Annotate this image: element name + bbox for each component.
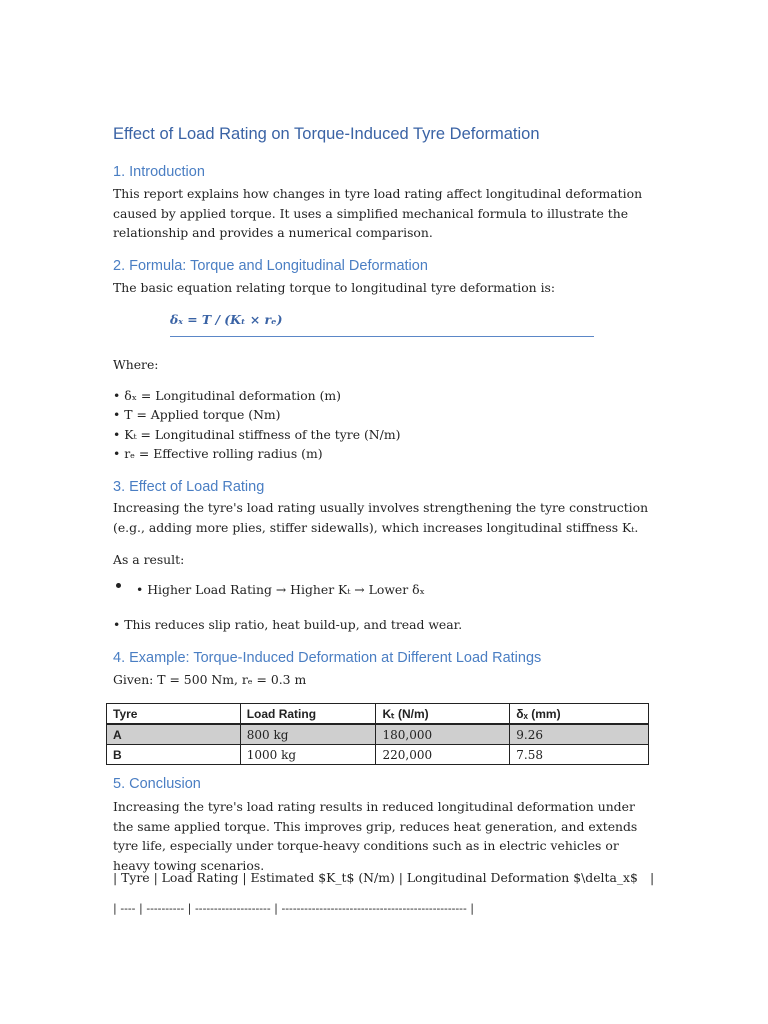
formula-equation: δₓ = T / (Kₜ × rₑ) bbox=[170, 312, 594, 337]
load-rating-paragraph: Increasing the tyre's load rating usually involves strengthening the tyre construction (e.g., adding more plies, stiffer sidewalls), which increases longitudinal stiffness Kₜ. bbox=[113, 500, 649, 535]
list-item: • δₓ = Longitudinal deformation (m) bbox=[113, 388, 342, 403]
section-heading-formula: 2. Formula: Torque and Longitudinal Deformation bbox=[113, 258, 428, 274]
result-item: • Higher Load Rating → Higher Kₜ → Lower δₓ bbox=[136, 582, 425, 597]
markdown-separator-line: | ---- | ---------- | -------------------- | ------------------------------------------------- | bbox=[113, 902, 475, 915]
conclusion-paragraph: Increasing the tyre's load rating results in reduced longitudinal deformation under the same applied torque. This improves grip, reduces heat generation, and extends tyre life, especially under torque-heavy conditions such as in electric vehicles or heavy towing scenarios. bbox=[113, 799, 638, 873]
table-cell: 7.58 bbox=[510, 745, 649, 765]
table-header-cell: Tyre bbox=[107, 704, 241, 725]
result-extra-line: • This reduces slip ratio, heat build-up, and tread wear. bbox=[113, 617, 463, 632]
table-cell: 1000 kg bbox=[240, 745, 376, 765]
list-item: • rₑ = Effective rolling radius (m) bbox=[113, 445, 323, 461]
section-heading-conclusion: 5. Conclusion bbox=[113, 776, 201, 792]
table-row bbox=[107, 745, 649, 765]
table-cell: 180,000 bbox=[376, 724, 510, 745]
bullet-icon bbox=[116, 583, 121, 588]
table-cell: 9.26 bbox=[510, 724, 649, 745]
table-row bbox=[107, 724, 649, 745]
table-header-cell: δₓ (mm) bbox=[510, 704, 649, 725]
where-label: Where: bbox=[113, 357, 159, 372]
list-item: • Kₜ = Longitudinal stiffness of the tyre (N/m) bbox=[113, 426, 401, 442]
deformation-table bbox=[106, 703, 649, 765]
section-heading-introduction: 1. Introduction bbox=[113, 164, 205, 180]
given-values-line: Given: T = 500 Nm, rₑ = 0.3 m bbox=[113, 672, 307, 687]
table-cell: A bbox=[107, 724, 241, 745]
result-label: As a result: bbox=[113, 552, 185, 567]
markdown-trailing-bar: | bbox=[650, 870, 655, 885]
table-header-cell: Kₜ (N/m) bbox=[376, 704, 510, 725]
table-header-row bbox=[107, 704, 649, 725]
formula-intro-paragraph: The basic equation relating torque to longitudinal tyre deformation is: bbox=[113, 280, 556, 295]
markdown-table-header-line: | Tyre | Load Rating | Estimated $K_t$ (N/m) | Longitudinal Deformation $\delta_x$ bbox=[113, 870, 638, 885]
table-header-cell: Load Rating bbox=[240, 704, 376, 725]
introduction-paragraph: This report explains how changes in tyre load rating affect longitudinal deformation caused by applied torque. It uses a simplified mechanical formula to illustrate the relationship and provides a numerical comparison. bbox=[113, 186, 643, 240]
variable-definitions-list bbox=[113, 386, 400, 463]
document-title: Effect of Load Rating on Torque-Induced Tyre Deformation bbox=[113, 125, 540, 143]
table-cell: B bbox=[107, 745, 241, 765]
list-item: • T = Applied torque (Nm) bbox=[113, 407, 281, 423]
section-heading-example: 4. Example: Torque-Induced Deformation at Different Load Ratings bbox=[113, 650, 542, 666]
table-cell: 220,000 bbox=[376, 745, 510, 765]
table-cell: 800 kg bbox=[240, 724, 376, 745]
section-heading-load-rating: 3. Effect of Load Rating bbox=[113, 479, 265, 495]
